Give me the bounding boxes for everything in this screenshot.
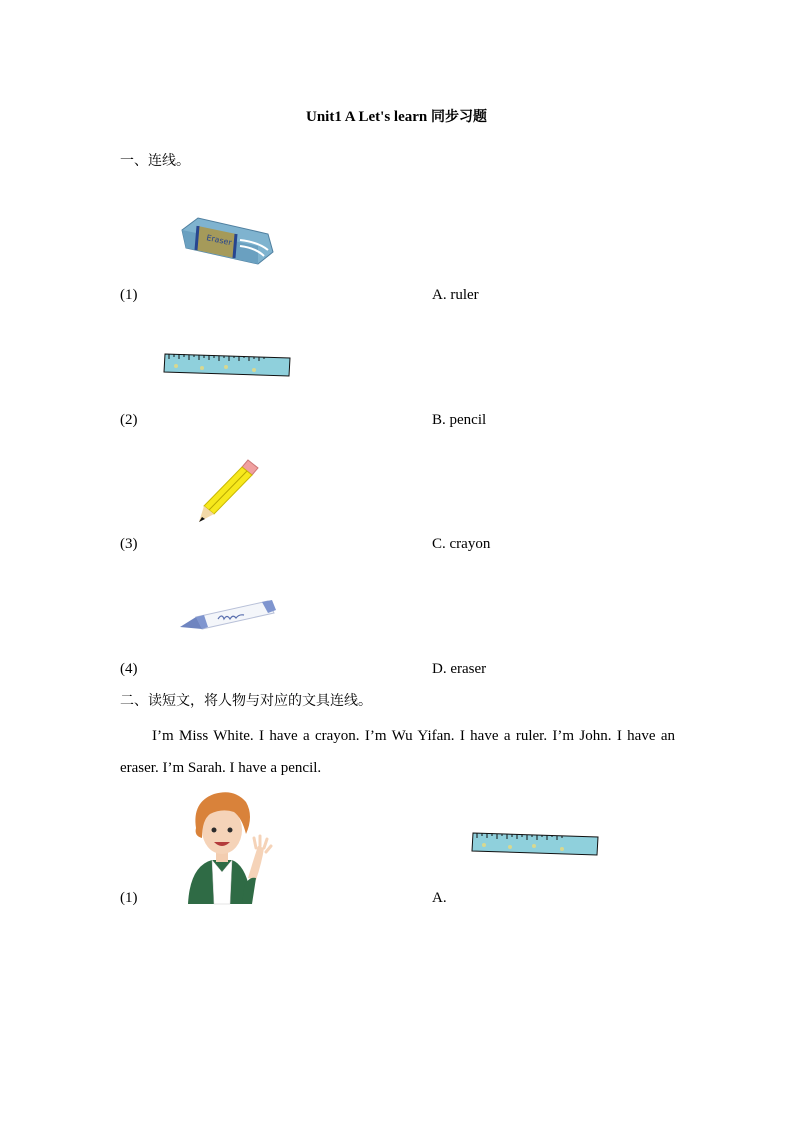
option-a: A. [432, 890, 447, 906]
ruler-image [164, 352, 292, 378]
section2-heading: 二、读短文，将人物与对应的文具连线。 [120, 693, 372, 709]
miss-white-image [182, 788, 274, 904]
title-en: Unit1 A Let's learn [305, 109, 431, 125]
ruler-image [472, 831, 600, 857]
title-cn: 同步习题 [431, 109, 487, 125]
item-number: (2) [120, 412, 138, 428]
item-number: (1) [120, 287, 138, 303]
item-number: (1) [120, 890, 138, 906]
eraser-image [178, 212, 278, 272]
crayon-image [178, 595, 278, 635]
section1-heading: 一、连线。 [120, 153, 190, 169]
option-b: B. pencil [432, 412, 487, 428]
item-number: (3) [120, 536, 138, 552]
option-a: A. ruler [432, 287, 479, 303]
reading-passage: I’m Miss White. I have a crayon. I’m Wu Yifan. I have a ruler. I’m John. I have an eraser. I’m Sarah. I have a pencil. [120, 728, 675, 776]
option-c: C. crayon [432, 536, 491, 552]
page-title [0, 106, 793, 126]
pencil-image [196, 458, 266, 526]
item-number: (4) [120, 661, 138, 677]
svg-text:Eraser: Eraser [205, 233, 233, 248]
option-d: D. eraser [432, 661, 487, 677]
